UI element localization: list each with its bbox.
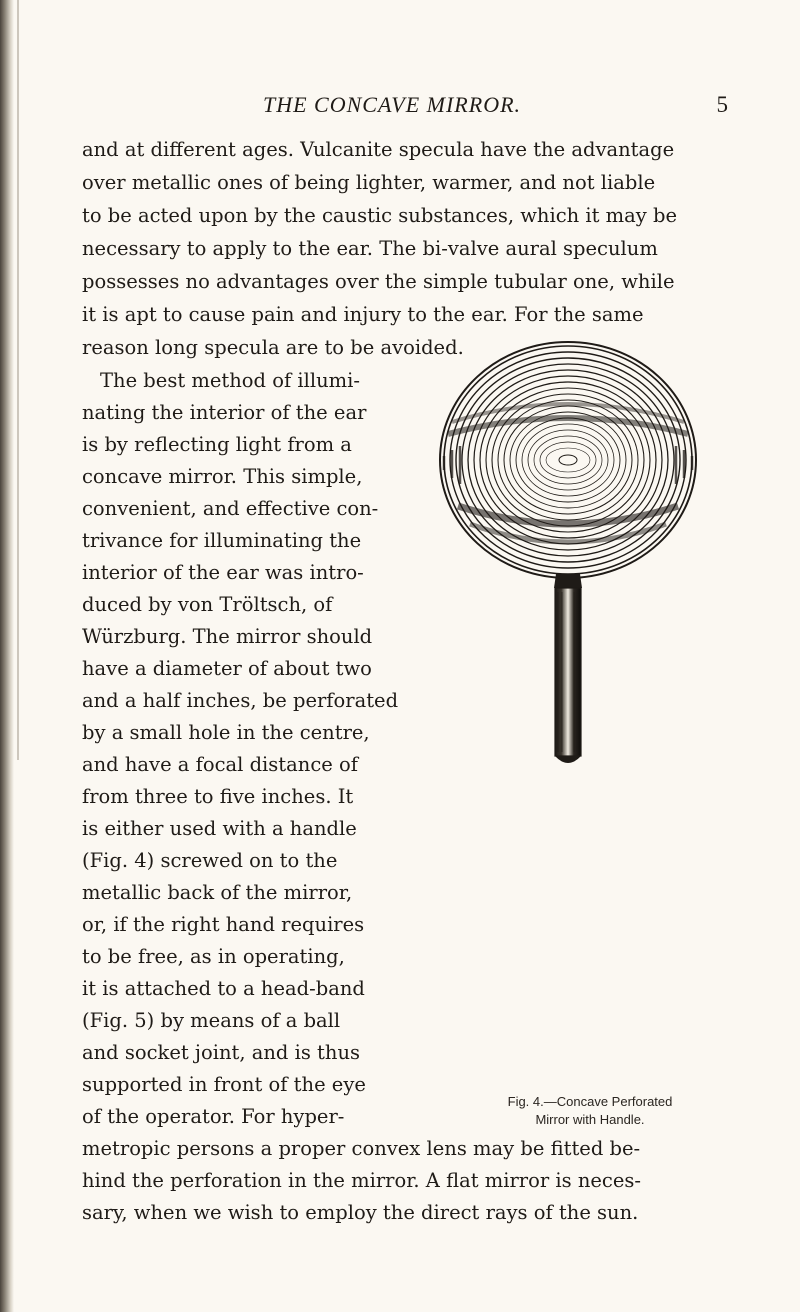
- text-line: to be free, as in operating,: [82, 945, 345, 968]
- text-line: hind the perforation in the mirror. A flat mirror is neces-: [82, 1169, 641, 1192]
- text-line: possesses no advantages over the simple tubular one, while: [82, 270, 675, 293]
- text-line: metallic back of the mirror,: [82, 881, 353, 904]
- text-line: by a small hole in the centre,: [82, 721, 370, 744]
- text-line: sary, when we wish to employ the direct rays of the sun.: [82, 1201, 639, 1224]
- text-line: duced by von Tröltsch, of: [82, 593, 333, 616]
- mirror-disc: [440, 342, 696, 578]
- text-line: from three to five inches. It: [82, 785, 354, 808]
- text-line: and at different ages. Vulcanite specula have the advantage: [82, 138, 675, 161]
- text-line: to be acted upon by the caustic substances, which it may be: [82, 204, 678, 227]
- page-header: [62, 92, 728, 122]
- text-line: is by reflecting light from a: [82, 433, 352, 456]
- text-line: have a diameter of about two: [82, 657, 372, 680]
- text-line: interior of the ear was intro-: [82, 561, 364, 584]
- text-line: and socket joint, and is thus: [82, 1041, 361, 1064]
- text-line: concave mirror. This simple,: [82, 465, 363, 488]
- text-line: Würzburg. The mirror should: [82, 625, 373, 648]
- text-line: it is attached to a head-band: [82, 977, 365, 1000]
- text-line: (Fig. 4) screwed on to the: [82, 849, 338, 872]
- text-line: it is apt to cause pain and injury to the ear. For the same: [82, 303, 644, 326]
- page-binding-edge: [0, 0, 14, 1312]
- mirror-perforation: [559, 455, 577, 465]
- page-binding-line: [17, 0, 19, 760]
- text-line: supported in front of the eye: [82, 1073, 366, 1096]
- figure-caption-line-2: Mirror with Handle.: [535, 1112, 645, 1127]
- text-line: (Fig. 5) by means of a ball: [82, 1009, 341, 1032]
- text-line: and have a focal distance of: [82, 753, 358, 776]
- text-line: The best method of illumi-: [100, 369, 360, 392]
- text-line: over metallic ones of being lighter, warmer, and not liable: [82, 171, 656, 194]
- text-line: is either used with a handle: [82, 817, 357, 840]
- text-line: reason long specula are to be avoided.: [82, 336, 464, 359]
- figure-caption-line-1: Fig. 4.—Concave Perforated: [507, 1094, 673, 1109]
- text-line: nating the interior of the ear: [82, 401, 367, 424]
- text-line: of the operator. For hyper-: [82, 1105, 345, 1128]
- text-line: necessary to apply to the ear. The bi-valve aural speculum: [82, 237, 658, 260]
- text-line: trivance for illuminating the: [82, 529, 362, 552]
- text-line: and a half inches, be perforated: [82, 689, 399, 712]
- text-line: or, if the right hand requires: [82, 913, 365, 936]
- text-line: convenient, and effective con-: [82, 497, 379, 520]
- running-title: THE CONCAVE MIRROR.: [262, 92, 522, 117]
- figure-concave-mirror: [418, 338, 718, 778]
- text-line: metropic persons a proper convex lens may be fitted be-: [82, 1137, 641, 1160]
- mirror-handle: [554, 574, 582, 763]
- page-number: 5: [716, 92, 728, 117]
- mirror-engraving: [418, 338, 718, 778]
